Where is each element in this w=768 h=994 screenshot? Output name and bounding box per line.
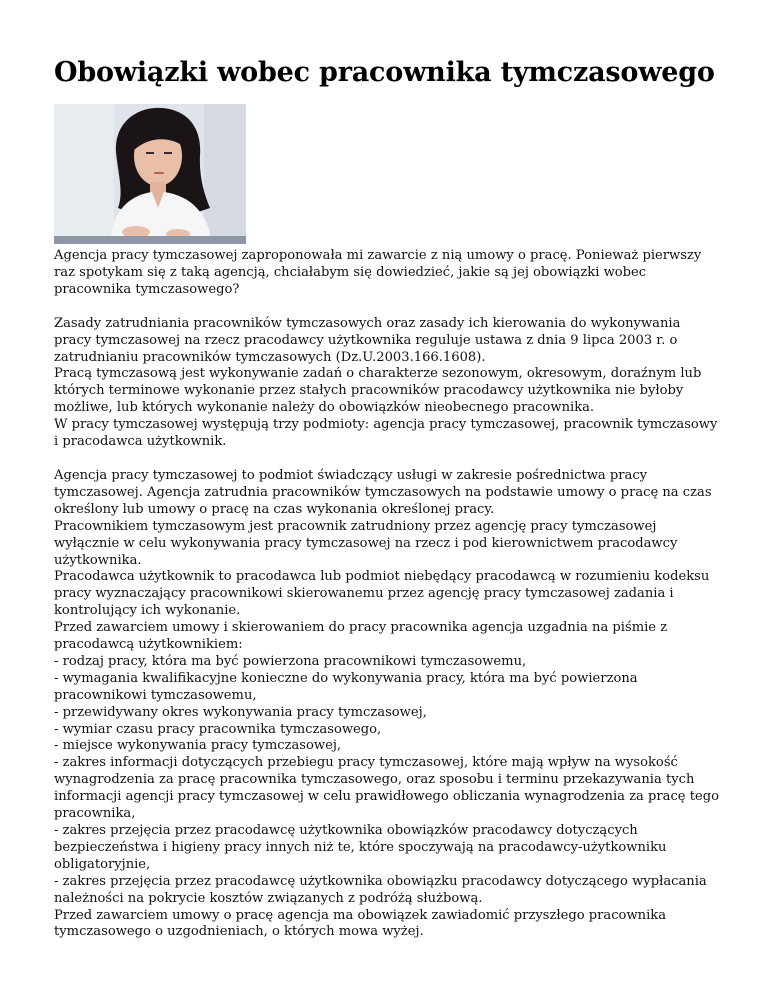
question-paragraph: Agencja pracy tymczasowej zaproponowała mi zawarcie z nią umowy o pracę. Ponieważ pierwszy raz spotykam się z taką agencją, chciałabym się dowiedzieć, jakie są jej obowiązki wobec pracownika tymczasowego?	[54, 248, 702, 297]
list-item: - wymagania kwalifikacyjne konieczne do wykonywania pracy, która ma być powierzona pracownikowi tymczasowemu,	[54, 670, 638, 703]
list-item: - miejsce wykonywania pracy tymczasowej,	[54, 738, 342, 754]
body-paragraph: Pracą tymczasową jest wykonywanie zadań o charakterze sezonowym, okresowym, doraźnym lub których terminowe wykonanie przez stałych pracowników pracodawcy użytkownika nie byłoby możliwe, lub których wykonanie należy do obowiązków nieobecnego pracownika.	[54, 366, 702, 416]
paragraph-gap	[54, 451, 719, 468]
body-paragraph: Pracodawca użytkownik to pracodawca lub podmiot niebędący pracodawcą w rozumieniu kodeksu pracy wyznaczający pracownikowi skierowanemu przez agencję pracy tymczasowej zadania i kontrolujący ich wykonanie.	[54, 569, 710, 619]
body-paragraph: Pracownikiem tymczasowym jest pracownik zatrudniony przez agencję pracy tymczasowej wyłącznie w celu wykonywania pracy tymczasowej na rzecz i pod kierownictwem pracodawcy użytkownika.	[54, 518, 678, 568]
paragraph-gap	[54, 299, 719, 316]
body-paragraph: Agencja pracy tymczasowej to podmiot świadczący usługi w zakresie pośrednictwa pracy tymczasowej. Agencja zatrudnia pracowników tymczasowych na podstawie umowy o pracę na czas określony lub umowy o pracę na czas wykonania określonej pracy.	[54, 467, 712, 517]
article-body	[54, 248, 719, 941]
body-paragraph: W pracy tymczasowej występują trzy podmioty: agencja pracy tymczasowej, pracownik tymczasowy i pracodawca użytkownik.	[54, 417, 718, 450]
article-photo	[54, 104, 246, 244]
woman-portrait-image	[54, 104, 246, 244]
list-item: - rodzaj pracy, która ma być powierzona pracownikowi tymczasowemu,	[54, 653, 527, 669]
body-paragraph: Przed zawarciem umowy i skierowaniem do pracy pracownika agencja uzgadnia na piśmie z pracodawcą użytkownikiem:	[54, 620, 668, 653]
list-item: - zakres przejęcia przez pracodawcę użytkownika obowiązku pracodawcy dotyczącego wypłacania należności na pokrycie kosztów związanych z podróżą służbową.	[54, 873, 707, 906]
body-paragraph: Zasady zatrudniania pracowników tymczasowych oraz zasady ich kierowania do wykonywania pracy tymczasowej na rzecz pracodawcy użytkownika reguluje ustawa z dnia 9 lipca 2003 r. o zatrudnianiu pracowników tymczasowych (Dz.U.2003.166.1608).	[54, 315, 681, 365]
list-item: - zakres informacji dotyczących przebiegu pracy tymczasowej, które mają wpływ na wysokość wynagrodzenia za pracę pracownika tymczasowego, oraz sposobu i terminu przekazywania tych informacji agencji pracy tymczasowej w celu prawidłowego obliczania wynagrodzenia za pracę tego pracownika,	[54, 755, 719, 822]
list-item: - zakres przejęcia przez pracodawcę użytkownika obowiązków pracodawcy dotyczących bezpieczeństwa i higieny pracy innych niż te, które spoczywają na pracodawcy-użytkowniku obligatoryjnie,	[54, 823, 667, 872]
list-item: - wymiar czasu pracy pracownika tymczasowego,	[54, 721, 382, 737]
list-item: - przewidywany okres wykonywania pracy tymczasowej,	[54, 704, 427, 720]
page-title: Obowiązki wobec pracownika tymczasowego	[54, 57, 715, 88]
body-paragraph: Przed zawarciem umowy o pracę agencja ma obowiązek zawiadomić przyszłego pracownika tymczasowego o uzgodnieniach, o których mowa wyżej.	[54, 907, 667, 940]
